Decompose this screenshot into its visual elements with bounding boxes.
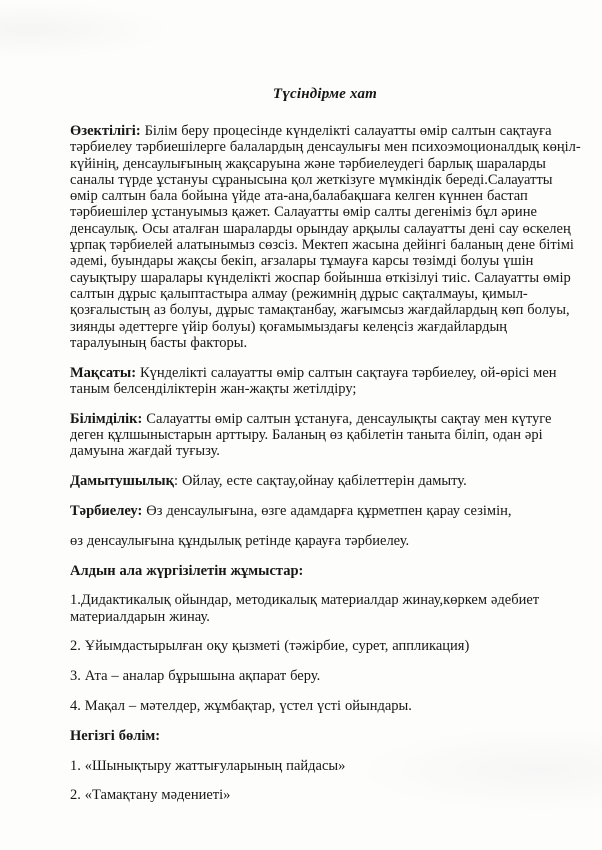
list-item-text: 2. «Тамақтану мәдениеті» [70,787,231,804]
paragraph-label: Білімділік: [70,410,143,427]
heading-label: Алдын ала жүргізілетін жұмыстар: [70,562,304,579]
paragraph-text: Өз денсаулығына, өзге адамдарға құрметпен қарау сезімін, [142,502,512,519]
paragraph-label: Дамытушылық [70,473,174,490]
list-item-1 [70,592,582,625]
paragraph-relevance [70,123,582,351]
list-item-3 [70,668,582,684]
paragraph-text: Салауатты өмір салтын ұстануға, денсаулықты сақтау мен күтуге деген құлшыныстарын арттыру. Баланың өз қабілетін таныта біліп, одан әрі дамуына жағдай туғызу. [70,410,552,460]
heading-label: Негізгі бөлім: [70,727,161,744]
paragraph-text: Күнделікті салауатты өмір салтын сақтауға тәрбиелеу, ой-өрісі мен таным белсенділіктерін жан-жақты жетілдіру; [70,364,557,397]
paragraph-upbringing [70,503,582,519]
heading-main-part [70,728,582,744]
paragraph-developmental [70,473,582,489]
paragraph-label: Тәрбиелеу: [70,502,143,519]
main-part-item-1 [70,758,582,774]
list-item-text: 1. «Шынықтыру жаттығуларының пайдасы» [70,757,346,774]
paragraph-text: өз денсаулығына құндылық ретінде қарауға тәрбиелеу. [70,532,410,549]
paragraph-upbringing-continued [70,533,582,549]
paragraph-label: Өзектілігі: [70,123,141,139]
paragraph-label: Мақсаты: [70,364,137,381]
paragraph-text: : Ойлау, есте сақтау,ойнау қабілеттерін дамыту. [173,473,467,490]
document-title: Түсіндірме хат [272,86,378,102]
list-item-4 [70,698,582,714]
list-item-text: 1.Дидактикалық ойындар, методикалық материалдар жинау,көркем әдебиет материалдарын жинау. [70,592,540,625]
list-item-2 [70,638,582,654]
paragraph-text: Білім беру процесінде күнделікті салауатты өмір салтын сақтауға тәрбиелеу тәрбиешілерге балалардың денсаулығы мен психоэмоционалдық көңіл-күйінің, денсаулығының жақсаруына және тәрбиелеудегі барлық шараларды саналы түрде ұстануы сұранысына қол жеткізуге мүмкіндік береді.Салауатты өмір салтын бала бойына үйде ата-ана,балабақшаға келген күннен бастап тәрбиешілер ұстануымыз қажет. Салауатты өмір салты дегеніміз бұл әрине денсаулық. Осы аталған шараларды орындау арқылы салауатты дені сау өскелең ұрпақ тәрбиелей алатынымыз сөзсіз. Мектеп жасына дейінгі баланың дене бітімі әдемі, буындары жақсы бекіп, ағзалары тұмауға карсы төзімді болуы үшін сауықтыру шаралары күнделікті жоспар бойынша өткізілуі тиіс. Салауатты өмір салтын дұрыс қалыптастыра алмау (режимнің дұрыс сақталмауы, қимыл-қозғалыстың аз болуы, дұрыс тамақтанбау, жағымсыз жағдайлардың көп болуы, зиянды әдеттерге үйір болуы) қоғамымыздағы келеңсіз жағдайлардың таралуының басты факторы. [70,123,581,351]
list-item-text: 3. Ата – аналар бұрышына ақпарат беру. [70,668,321,685]
heading-preliminary-work [70,563,582,579]
main-part-item-2 [70,787,582,803]
paragraph-goal [70,365,582,398]
list-item-text: 2. Ұйымдастырылған оқу қызметі (тәжірбие, сурет, аппликация) [70,638,470,655]
paragraph-educational [70,411,582,460]
list-item-text: 4. Мақал – мәтелдер, жұмбақтар, үстел үсті ойындары. [70,698,412,715]
